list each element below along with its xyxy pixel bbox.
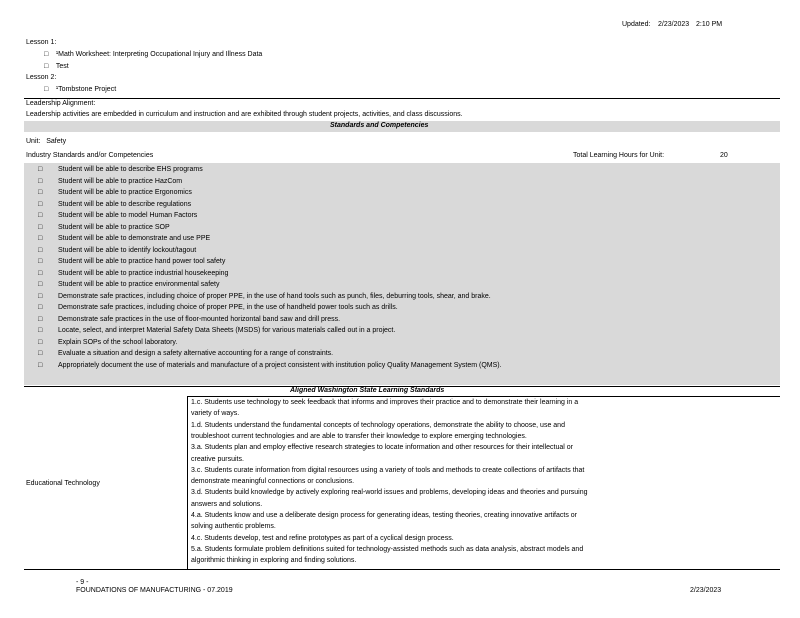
total-hours-value: 20: [720, 152, 728, 159]
competency-text: Student will be able to practice environmental safety: [58, 281, 220, 288]
checkbox-icon: □: [38, 315, 43, 323]
competency-item: [38, 199, 191, 210]
divider: [187, 396, 780, 397]
industry-header: Industry Standards and/or Competencies: [26, 152, 154, 159]
lesson-1-label: Lesson 1:: [26, 39, 57, 46]
standard-line: solving authentic problems.: [191, 523, 276, 531]
page-number: - 9 -: [76, 579, 89, 586]
standard-line: 4.a. Students know and use a deliberate design process for generating ideas, testing theories, creating innovative artifacts or: [191, 512, 578, 519]
unit-row: Unit: Safety: [26, 138, 67, 145]
checkbox-icon: □: [38, 189, 43, 196]
checkbox-icon: □: [38, 258, 43, 265]
standard-line: 1.d. Students understand the fundamental concepts of technology operations, demonstrate the ability to choose, use and: [191, 421, 565, 429]
aligned-header: Aligned Washington State Learning Standards: [290, 387, 445, 394]
checkbox-icon: □: [38, 361, 43, 369]
standard-line: demonstrate meaningful connections or conclusions.: [191, 478, 355, 486]
competency-item: [38, 233, 210, 244]
competency-item: [38, 187, 192, 198]
competency-text: Explain SOPs of the school laboratory.: [58, 338, 178, 346]
competency-text: Student will be able to demonstrate and use PPE: [58, 235, 211, 242]
footer-course: FOUNDATIONS OF MANUFACTURING - 07.2019: [76, 587, 233, 594]
checkbox-icon: □: [44, 63, 49, 70]
competency-text: Student will be able to practice HazCom: [58, 177, 183, 185]
updated-date: 2/23/2023: [658, 21, 690, 28]
checkbox-icon: □: [38, 200, 43, 208]
standards-header: Standards and Competencies: [330, 122, 429, 129]
competency-text: Student will be able to describe regulations: [58, 200, 192, 208]
competency-item: [38, 256, 225, 267]
standard-line: creative pursuits.: [191, 455, 244, 463]
lesson-1-item-1: □ ¹Math Worksheet: Interpreting Occupational Injury and Illness Data: [44, 51, 263, 58]
divider: [24, 569, 780, 570]
competency-text: Student will be able to describe EHS programs: [58, 166, 203, 173]
updated-label: Updated:: [622, 21, 651, 28]
competency-text: Appropriately document the use of materials and manufacture of a project consistent with institution policy Quality Management System (QMS).: [58, 361, 502, 369]
checkbox-icon: □: [38, 269, 43, 277]
standard-line: algorithmic thinking in exploring and finding solutions.: [191, 557, 357, 565]
checkbox-icon: □: [38, 292, 43, 300]
competency-text: Student will be able to model Human Factors: [58, 212, 198, 219]
standard-line: 1.c. Students use technology to seek feedback that informs and improves their practice and to demonstrate their learning in a: [191, 399, 579, 406]
standard-line: 3.c. Students curate information from digital resources using a variety of tools and methods to create collections of artifacts that: [191, 466, 585, 474]
competency-item: [38, 302, 398, 313]
checkbox-icon: □: [38, 166, 43, 173]
column-divider: [187, 396, 188, 569]
ed-tech-label: Educational Technology: [26, 480, 100, 487]
leadership-text: Leadership activities are embedded in curriculum and instruction and are exhibited through student projects, activities, and class discussions.: [26, 111, 463, 118]
competency-item: [38, 268, 228, 279]
competency-text: Evaluate a situation and design a safety alternative accounting for a range of constraints.: [58, 350, 334, 357]
total-hours-label: Total Learning Hours for Unit:: [573, 152, 665, 159]
lesson-2-item-1: □ ¹Tombstone Project: [44, 86, 117, 93]
standard-line: answers and solutions.: [191, 500, 263, 508]
competency-text: Demonstrate safe practices, including choice of proper PPE, in the use of handheld power tools such as drills.: [58, 304, 398, 311]
competency-item: [38, 325, 395, 336]
competency-item: [38, 279, 219, 290]
competency-text: Student will be able to practice industrial housekeeping: [58, 269, 229, 277]
checkbox-icon: □: [38, 281, 43, 288]
competency-item: [38, 164, 203, 175]
competency-item: [38, 291, 491, 302]
competency-text: Student will be able to practice hand power tool safety: [58, 258, 226, 265]
checkbox-icon: □: [38, 338, 43, 346]
checkbox-icon: □: [44, 51, 49, 58]
leadership-title: Leadership Alignment:: [26, 100, 96, 107]
standard-line: variety of ways.: [191, 410, 240, 418]
standard-line: 4.c. Students develop, test and refine prototypes as part of a cyclical design process.: [191, 534, 454, 542]
competency-item: [38, 337, 177, 348]
competency-item: [38, 210, 197, 221]
checkbox-icon: □: [38, 235, 43, 242]
competency-text: Student will be able to practice SOP: [58, 223, 170, 231]
divider: [24, 98, 780, 99]
competency-text: Demonstrate safe practices in the use of floor-mounted horizontal band saw and drill press.: [58, 315, 341, 323]
competency-item: [38, 348, 333, 359]
standard-line: 3.a. Students plan and employ effective research strategies to locate information and other resources for their intellectual or: [191, 444, 573, 452]
checkbox-icon: □: [38, 223, 43, 231]
checkbox-icon: □: [38, 246, 43, 254]
checkbox-icon: □: [38, 212, 43, 219]
standard-line: troubleshoot current technologies and are able to transfer their knowledge to explore emerging technologies.: [191, 432, 527, 440]
competency-item: [38, 176, 182, 187]
checkbox-icon: □: [44, 86, 49, 93]
competency-item: [38, 314, 340, 325]
standard-line: 3.d. Students build knowledge by actively exploring real-world issues and problems, developing ideas and theories and pursuing: [191, 489, 588, 497]
competency-item: [38, 245, 196, 256]
checkbox-icon: □: [38, 304, 43, 311]
lesson-2-label: Lesson 2:: [26, 74, 57, 81]
competency-text: Student will be able to practice Ergonomics: [58, 189, 192, 196]
updated-time: 2:10 PM: [696, 21, 723, 28]
lesson-1-item-2: □ Test: [44, 63, 69, 70]
competency-item: [38, 222, 170, 233]
unit-value: Safety: [46, 138, 67, 145]
competency-text: Locate, select, and interpret Material Safety Data Sheets (MSDS) for various materials called out in a project.: [58, 327, 396, 334]
checkbox-icon: □: [38, 350, 43, 357]
checkbox-icon: □: [38, 327, 43, 334]
competency-text: Student will be able to identify lockout/tagout: [58, 246, 197, 254]
checkbox-icon: □: [38, 177, 43, 185]
footer-date: 2/23/2023: [690, 587, 722, 594]
competency-item: [38, 360, 502, 371]
standard-line: 5.a. Students formulate problem definitions suited for technology-assisted methods such as data analysis, abstract models and: [191, 545, 584, 553]
competency-text: Demonstrate safe practices, including choice of proper PPE, in the use of hand tools such as punch, files, deburring tools, shear, and brake.: [58, 292, 491, 300]
